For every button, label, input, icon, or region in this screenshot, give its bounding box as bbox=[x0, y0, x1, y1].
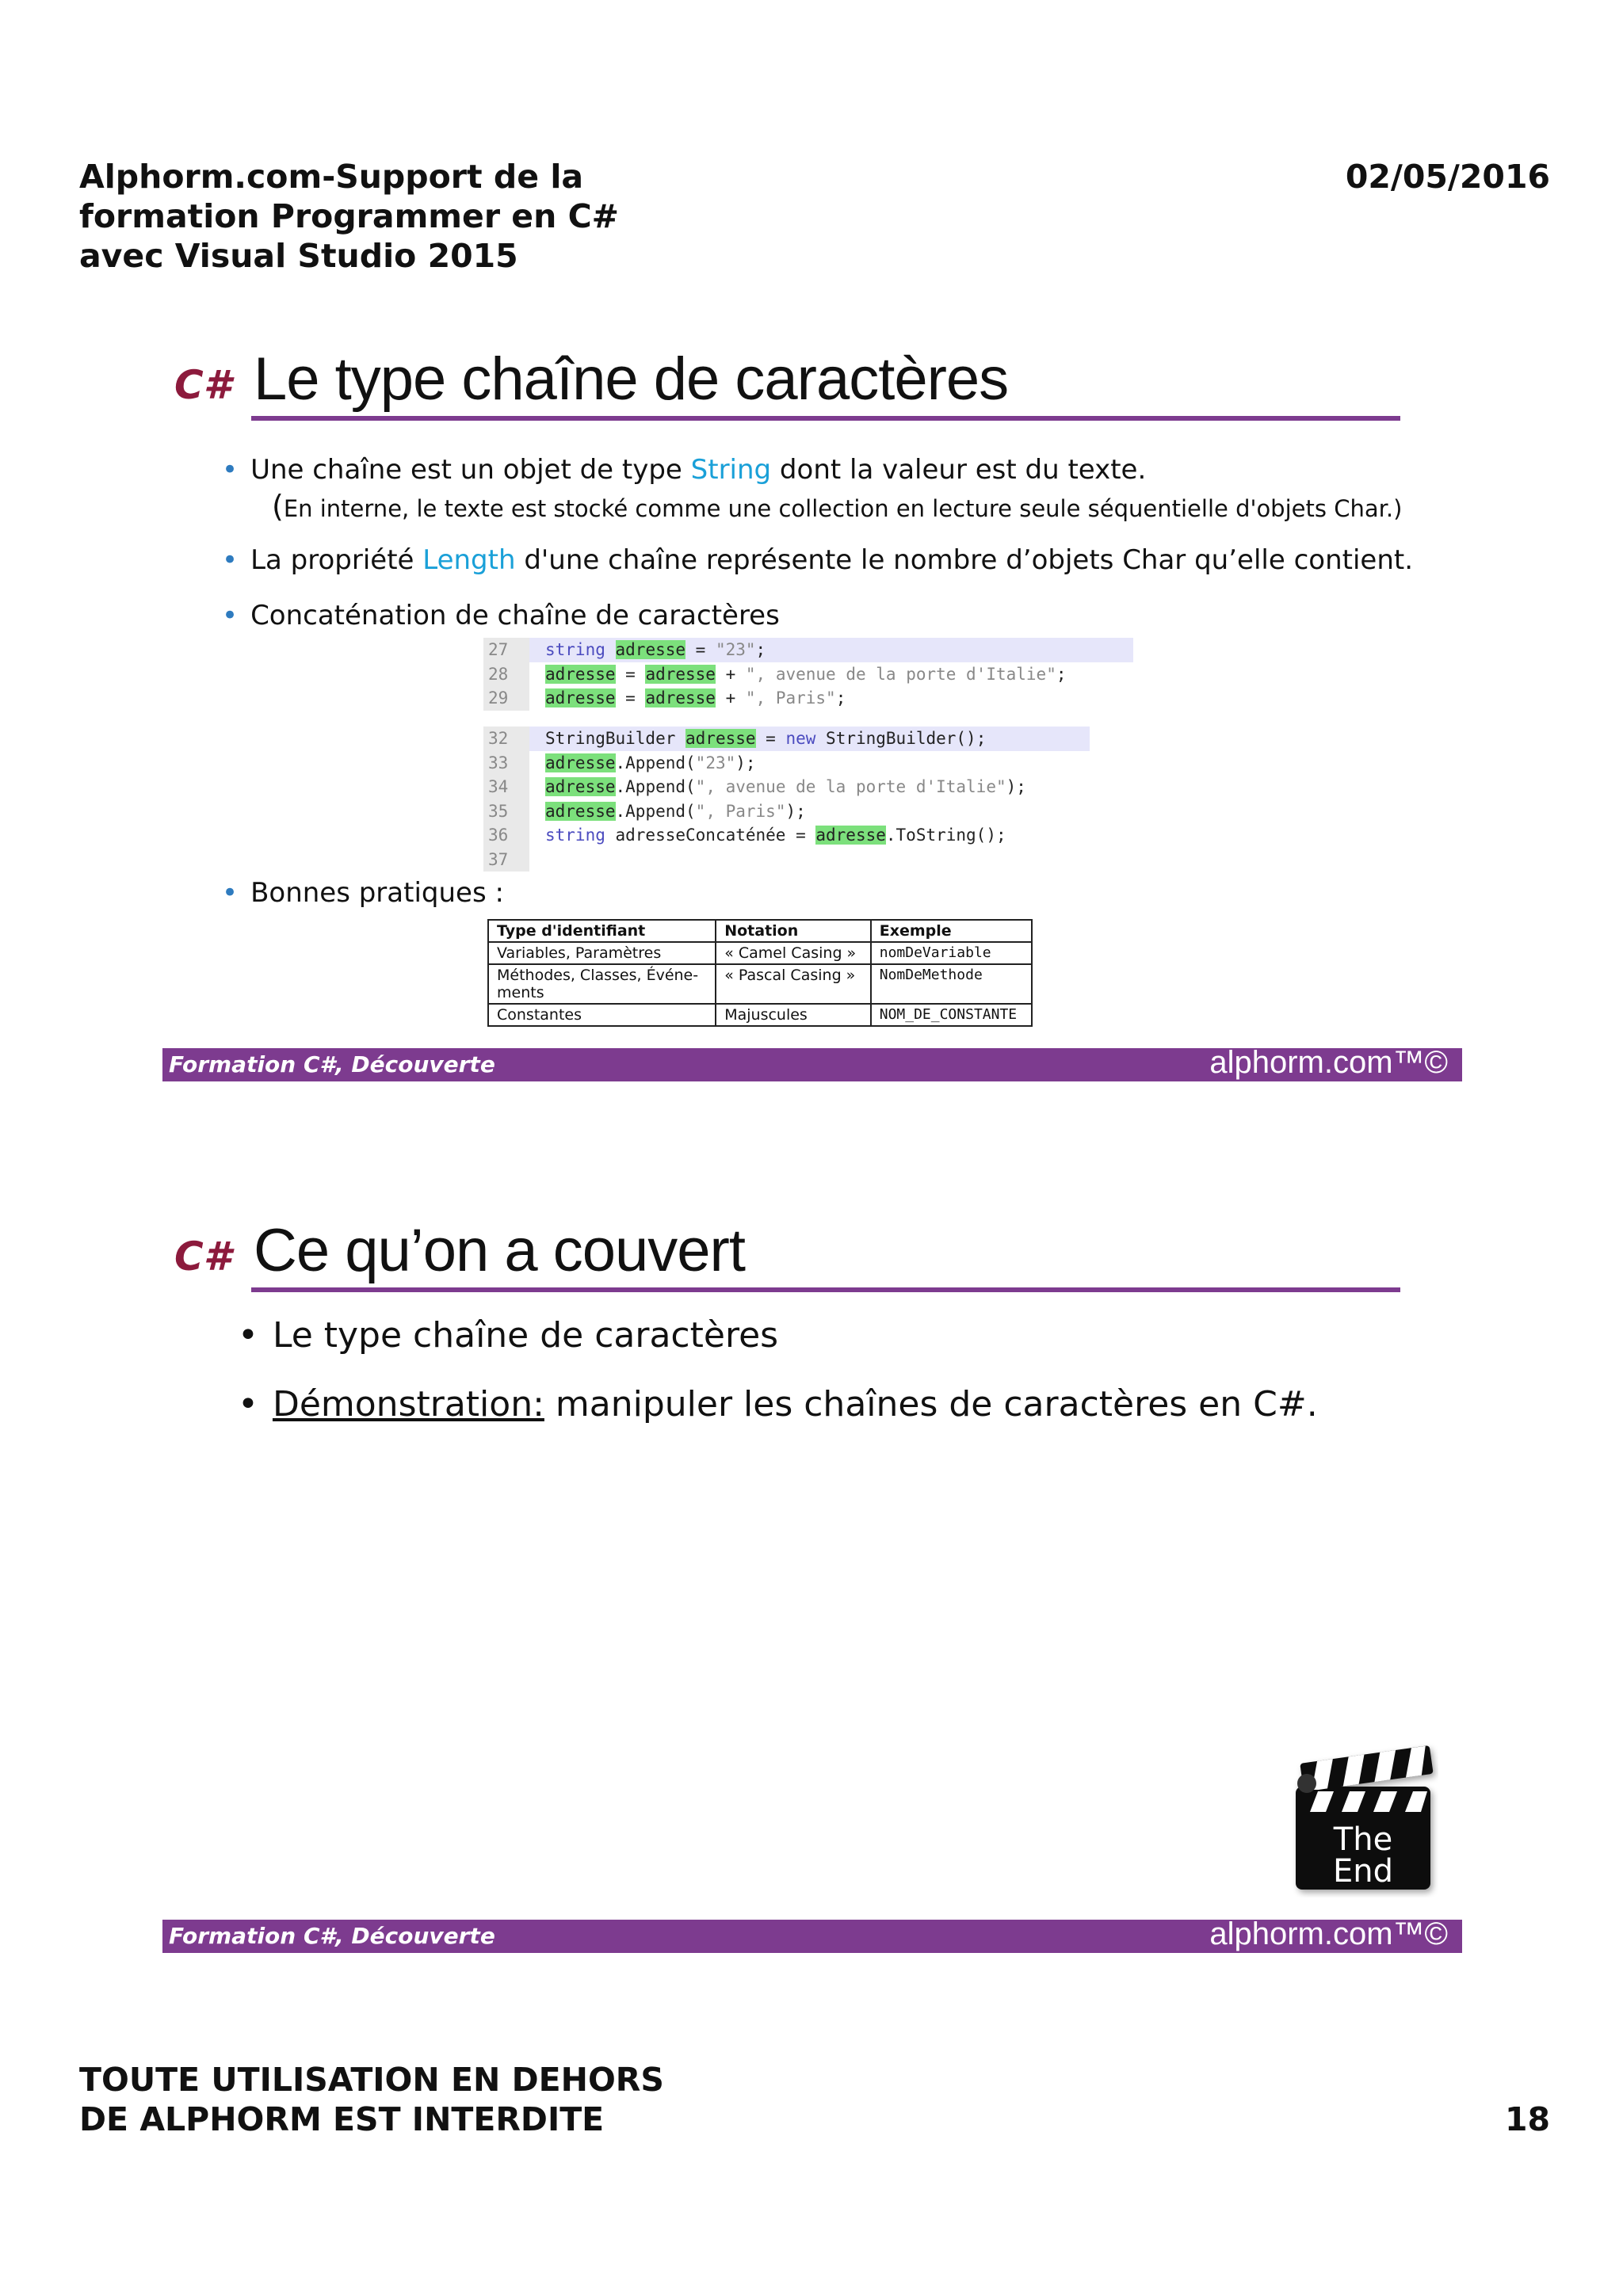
copyright-notice bbox=[79, 2060, 664, 2139]
code-token: .Append( bbox=[615, 801, 696, 821]
footer-brand: alphorm.com™© bbox=[1209, 1045, 1448, 1080]
bullet-text: qu’elle contient. bbox=[1186, 544, 1414, 576]
code-text bbox=[529, 826, 1006, 845]
bullet-dot-icon: • bbox=[222, 600, 239, 631]
bullet-text: manipuler les chaînes de caractères en C#. bbox=[544, 1384, 1318, 1425]
highlighted-variable: adresse bbox=[815, 826, 886, 845]
code-snippet-string-concat bbox=[483, 638, 1133, 711]
code-token: StringBuilder bbox=[545, 729, 686, 748]
bullet-text: Bonnes pratiques : bbox=[250, 877, 504, 909]
line-number: 33 bbox=[483, 751, 529, 776]
code-line bbox=[483, 775, 1090, 799]
code-text bbox=[529, 777, 1026, 796]
code-token: ", Paris" bbox=[695, 801, 786, 821]
naming-conventions-table bbox=[487, 919, 1033, 1027]
code-token: ); bbox=[1006, 777, 1026, 796]
note-paren: ( bbox=[272, 489, 284, 524]
code-token: .Append( bbox=[615, 753, 696, 772]
line-number: 27 bbox=[483, 638, 529, 662]
table-header-row bbox=[488, 920, 1032, 942]
line-number: 35 bbox=[483, 799, 529, 824]
copyright-line: DE ALPHORM EST INTERDITE bbox=[79, 2100, 605, 2138]
table-cell: « Camel Casing » bbox=[716, 942, 871, 964]
slide-footer-bar bbox=[162, 1917, 1462, 1953]
csharp-logo-icon: C# bbox=[174, 1234, 231, 1280]
table-header: Notation bbox=[716, 920, 871, 942]
bullet-string-definition bbox=[222, 454, 1146, 486]
line-number: 32 bbox=[483, 727, 529, 751]
slide-string-type bbox=[162, 313, 1462, 1081]
title-divider bbox=[251, 1287, 1400, 1292]
bullet-text: dont la valeur est du texte. bbox=[771, 454, 1147, 486]
highlighted-variable: adresse bbox=[545, 801, 616, 821]
table-cell: NomDeMethode bbox=[871, 964, 1032, 1004]
code-token: ", avenue de la porte d'Italie" bbox=[745, 664, 1056, 684]
keyword-char: Char bbox=[1122, 544, 1186, 576]
bullet-best-practices bbox=[222, 877, 504, 909]
keyword-string: String bbox=[690, 454, 772, 486]
bullet-dot-icon: • bbox=[222, 877, 239, 909]
table-row bbox=[488, 942, 1032, 964]
line-number: 36 bbox=[483, 823, 529, 848]
table-cell: nomDeVariable bbox=[871, 942, 1032, 964]
slide-title-row bbox=[174, 345, 1462, 420]
header-date: 02/05/2016 bbox=[1345, 158, 1550, 196]
clapper-text-line1: The bbox=[1333, 1821, 1393, 1858]
highlighted-variable: adresse bbox=[615, 640, 686, 659]
table-cell: Variables, Paramètres bbox=[488, 942, 716, 964]
header-title-line: Alphorm.com-Support de la bbox=[79, 158, 584, 196]
code-token: ; bbox=[755, 640, 766, 659]
code-token: "23" bbox=[695, 753, 736, 772]
code-line bbox=[483, 799, 1090, 824]
bullet-text: d'une chaîne représente le nombre d’objets bbox=[515, 544, 1123, 576]
code-token: = bbox=[685, 640, 716, 659]
demonstration-link[interactable]: Démonstration: bbox=[272, 1384, 544, 1425]
code-line bbox=[483, 727, 1090, 751]
highlighted-variable: adresse bbox=[685, 729, 756, 748]
code-token: .Append( bbox=[615, 777, 696, 796]
line-number: 29 bbox=[483, 686, 529, 711]
code-token: ); bbox=[785, 801, 806, 821]
header-title-line: formation Programmer en C# bbox=[79, 197, 620, 235]
bullet-dot-icon: • bbox=[238, 1384, 258, 1425]
footer-course-name: Formation C#, Découverte bbox=[169, 1923, 495, 1949]
copyright-line: TOUTE UTILISATION EN DEHORS bbox=[79, 2061, 664, 2099]
table-cell: « Pascal Casing » bbox=[716, 964, 871, 1004]
footer-brand: alphorm.com™© bbox=[1209, 1917, 1448, 1951]
highlighted-variable: adresse bbox=[545, 753, 616, 772]
csharp-logo-icon: C# bbox=[174, 362, 231, 408]
highlighted-variable: adresse bbox=[645, 688, 716, 707]
summary-bullet-string-type bbox=[238, 1315, 778, 1356]
table-row bbox=[488, 964, 1032, 1004]
code-text bbox=[529, 753, 756, 772]
code-text bbox=[529, 640, 766, 659]
bullet-concatenation bbox=[222, 600, 780, 631]
code-token: new bbox=[785, 729, 816, 748]
code-text bbox=[529, 850, 545, 869]
line-number: 34 bbox=[483, 775, 529, 799]
code-token: string bbox=[545, 826, 605, 845]
document-header-title bbox=[79, 157, 682, 276]
highlighted-variable: adresse bbox=[645, 664, 716, 684]
note-text: En interne, le texte est stocké comme une collection en lecture seule séquentielle d'objets Char.) bbox=[283, 495, 1403, 522]
code-token: "23" bbox=[715, 640, 756, 659]
keyword-length: Length bbox=[422, 544, 516, 576]
header-title-line: avec Visual Studio 2015 bbox=[79, 237, 518, 275]
code-text bbox=[529, 802, 806, 821]
table-cell: Constantes bbox=[488, 1004, 716, 1026]
the-end-clapperboard-icon bbox=[1288, 1731, 1438, 1897]
code-text bbox=[529, 729, 986, 748]
slide-title: Ce qu’on a couvert bbox=[254, 1217, 745, 1284]
table-header: Type d'identifiant bbox=[488, 920, 716, 942]
code-token: string bbox=[545, 640, 605, 659]
bullet-text: Une chaîne est un objet de type bbox=[250, 454, 691, 486]
table-cell: NOM_DE_CONSTANTE bbox=[871, 1004, 1032, 1026]
table-header: Exemple bbox=[871, 920, 1032, 942]
code-text bbox=[529, 665, 1067, 684]
code-token: + bbox=[715, 664, 746, 684]
code-token: StringBuilder(); bbox=[815, 729, 987, 748]
footer-course-name: Formation C#, Découverte bbox=[169, 1051, 495, 1077]
table-cell: Méthodes, Classes, Événe- ments bbox=[488, 964, 716, 1004]
title-divider bbox=[251, 416, 1400, 421]
code-token: ; bbox=[1056, 664, 1067, 684]
page-number: 18 bbox=[1504, 2100, 1550, 2138]
code-line bbox=[483, 686, 1133, 711]
code-token: = bbox=[615, 664, 646, 684]
line-number: 37 bbox=[483, 848, 529, 872]
code-token: ", avenue de la porte d'Italie" bbox=[695, 777, 1006, 796]
highlighted-variable: adresse bbox=[545, 688, 616, 707]
clapper-text-line2: End bbox=[1332, 1853, 1394, 1890]
code-snippet-stringbuilder bbox=[483, 727, 1090, 871]
code-line bbox=[483, 848, 1090, 872]
bullet-text: Concaténation de chaîne de caractères bbox=[250, 600, 780, 631]
internal-storage-note bbox=[272, 489, 1402, 524]
bullet-dot-icon: • bbox=[222, 454, 239, 486]
code-line bbox=[483, 638, 1133, 662]
summary-bullet-demo bbox=[238, 1384, 1318, 1425]
code-token: = bbox=[615, 688, 646, 707]
bullet-text: La propriété bbox=[250, 544, 423, 576]
code-token: adresseConcaténée = bbox=[605, 826, 816, 845]
slide-summary bbox=[162, 1184, 1462, 1953]
line-number: 28 bbox=[483, 662, 529, 687]
code-token: + bbox=[715, 688, 746, 707]
bullet-length-property bbox=[222, 544, 1413, 576]
bullet-text: Le type chaîne de caractères bbox=[272, 1315, 779, 1356]
code-line bbox=[483, 751, 1090, 776]
code-token bbox=[605, 640, 616, 659]
code-text bbox=[529, 688, 846, 707]
code-token: ", Paris" bbox=[745, 688, 836, 707]
table-row bbox=[488, 1004, 1032, 1026]
code-line bbox=[483, 662, 1133, 687]
slide-title: Le type chaîne de caractères bbox=[254, 345, 1009, 413]
slide-title-row bbox=[174, 1216, 1462, 1291]
highlighted-variable: adresse bbox=[545, 664, 616, 684]
code-token: .ToString(); bbox=[885, 826, 1006, 845]
table-cell: Majuscules bbox=[716, 1004, 871, 1026]
slide-footer-bar bbox=[162, 1045, 1462, 1081]
code-line bbox=[483, 823, 1090, 848]
bullet-dot-icon: • bbox=[238, 1315, 258, 1356]
highlighted-variable: adresse bbox=[545, 777, 616, 796]
code-token: ); bbox=[735, 753, 756, 772]
code-token: ; bbox=[835, 688, 846, 707]
code-token: = bbox=[755, 729, 786, 748]
bullet-dot-icon: • bbox=[222, 544, 239, 576]
